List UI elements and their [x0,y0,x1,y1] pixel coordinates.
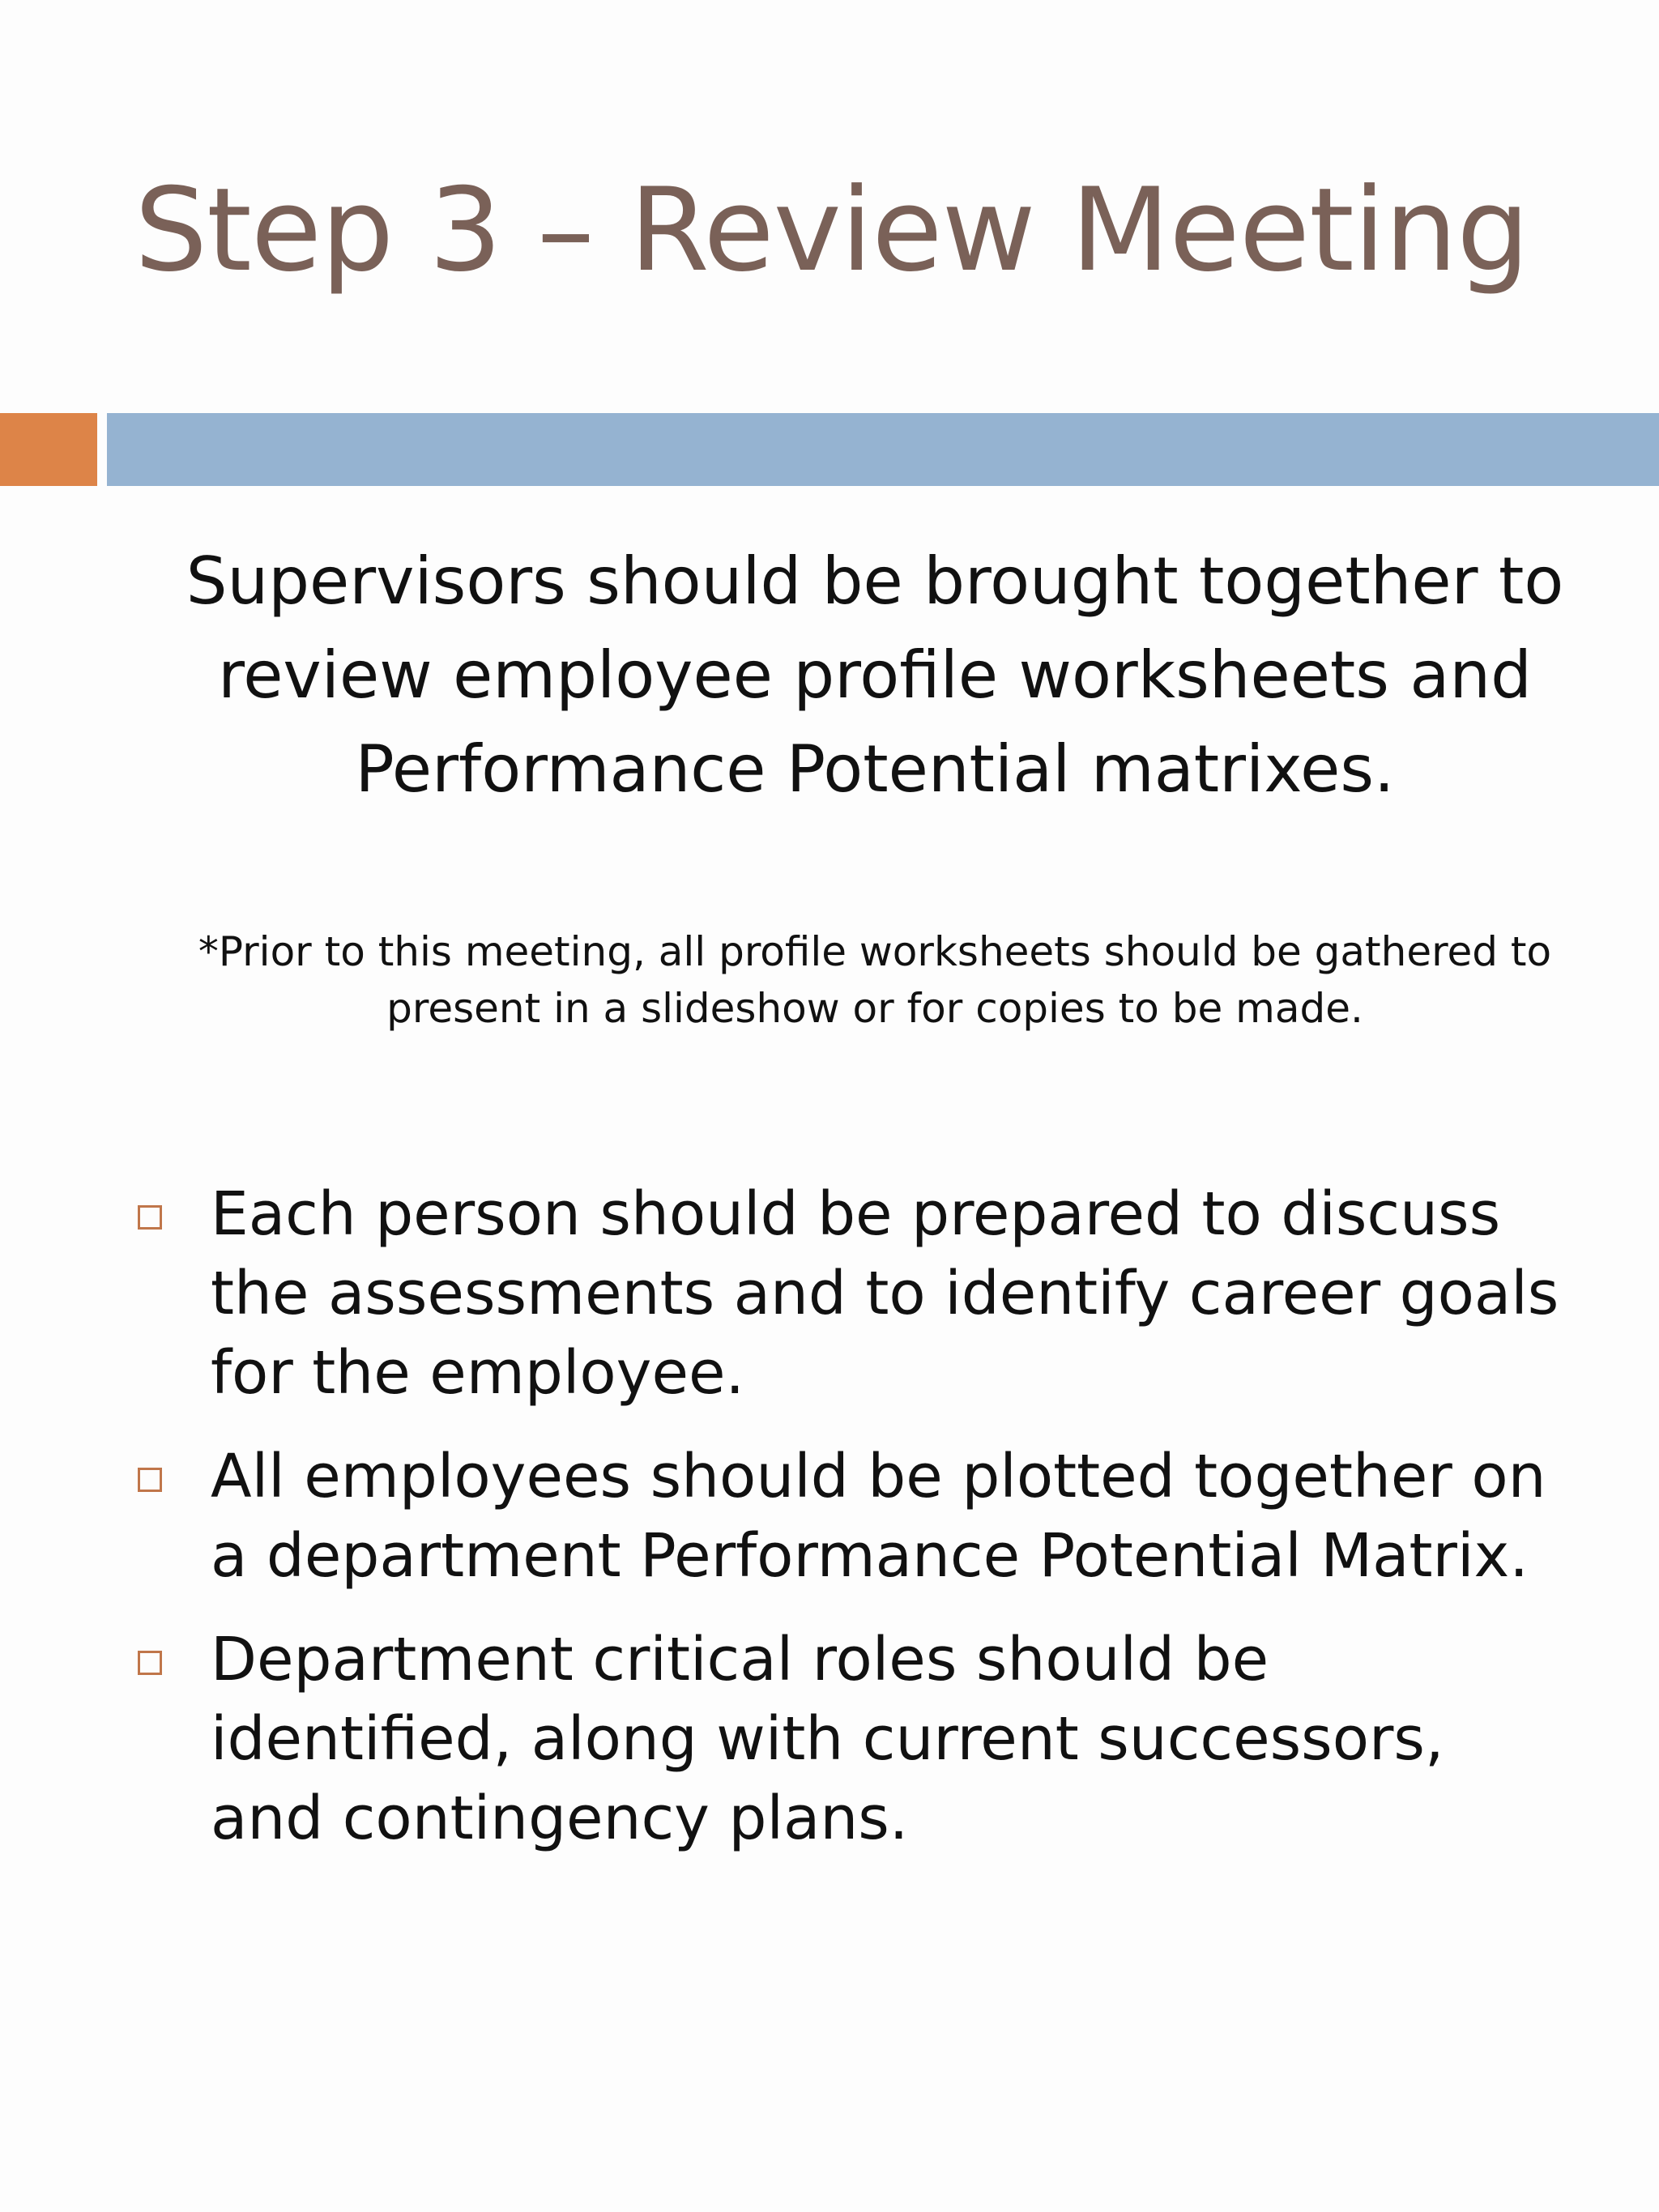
note-line-2: present in a slideshow or for copies to be made. [386,985,1363,1032]
bullet-text: Department critical roles should be identified, along with current successors, and contingency plans. [211,1625,1444,1853]
accent-bar-blue [107,413,1659,486]
square-bullet-icon [138,1468,162,1492]
list-item [0,1174,1659,1413]
accent-bar-orange [0,413,97,486]
note-text [122,923,1628,1037]
square-bullet-icon [138,1651,162,1675]
list-item [0,1437,1659,1596]
note-line-1: *Prior to this meeting, all profile worksheets should be gathered to [198,928,1552,975]
bullet-text: All employees should be plotted together on a department Performance Potential Matrix. [211,1442,1546,1591]
list-item [0,1620,1659,1858]
bullet-text: Each person should be prepared to discuss the assessments and to identify career goals for the employee. [211,1179,1559,1408]
slide-title: Step 3 – Review Meeting [134,164,1529,297]
square-bullet-icon [138,1205,162,1230]
intro-text: Supervisors should be brought together to review employee profile worksheets and Performance Potential matrixes. [186,543,1564,807]
bullet-list [0,1174,1659,1882]
